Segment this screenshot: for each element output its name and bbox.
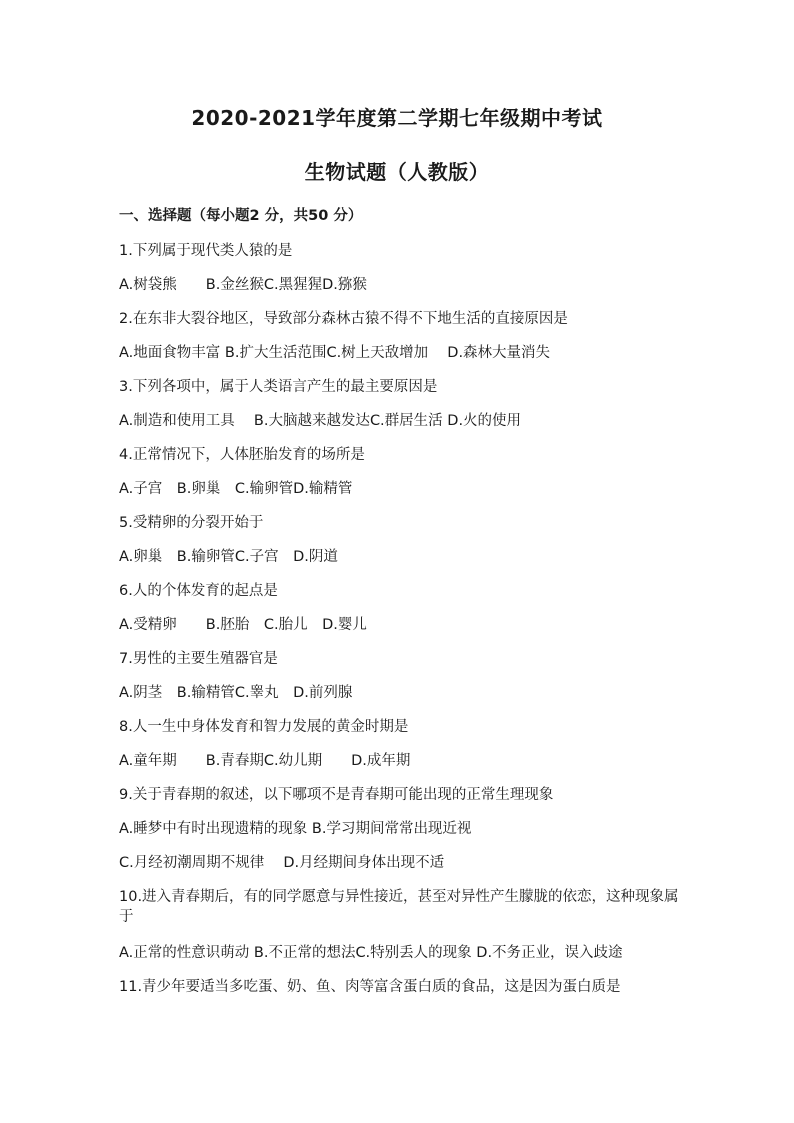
options-6: A.受精卵 B.胚胎 C.胎儿 D.婴儿 xyxy=(119,617,367,633)
exam-title: 2020-2021学年度第二学期七年级期中考试 xyxy=(191,106,603,130)
options-9a: A.睡梦中有时出现遗精的现象 B.学习期间常常出现近视 xyxy=(119,821,472,837)
question-5: 5.受精卵的分裂开始于 xyxy=(119,515,264,531)
exam-subtitle: 生物试题（人教版） xyxy=(304,160,490,184)
options-8: A.童年期 B.青春期C.幼儿期 D.成年期 xyxy=(119,753,411,769)
question-3: 3.下列各项中，属于人类语言产生的最主要原因是 xyxy=(119,379,438,395)
question-9: 9.关于青春期的叙述，以下哪项不是青春期可能出现的正常生理现象 xyxy=(119,787,554,803)
options-9b: C.月经初潮周期不规律 D.月经期间身体出现不适 xyxy=(119,855,445,871)
question-10: 10.进入青春期后，有的同学愿意与异性接近，甚至对异性产生朦胧的依恋，这种现象属于 xyxy=(119,889,679,925)
options-2: A.地面食物丰富 B.扩大生活范围C.树上天敌增加 D.森林大量消失 xyxy=(119,345,551,361)
options-3: A.制造和使用工具 B.大脑越来越发达C.群居生活 D.火的使用 xyxy=(119,413,522,429)
question-4: 4.正常情况下，人体胚胎发育的场所是 xyxy=(119,447,365,463)
options-7: A.阴茎 B.输精管C.睾丸 D.前列腺 xyxy=(119,685,353,701)
options-4: A.子宫 B.卵巢 C.输卵管D.输精管 xyxy=(119,481,353,497)
question-1: 1.下列属于现代类人猿的是 xyxy=(119,243,293,259)
options-5: A.卵巢 B.输卵管C.子宫 D.阴道 xyxy=(119,549,338,565)
question-6: 6.人的个体发育的起点是 xyxy=(119,583,278,599)
question-8: 8.人一生中身体发育和智力发展的黄金时期是 xyxy=(119,719,409,735)
options-1: A.树袋熊 B.金丝猴C.黑猩猩D.猕猴 xyxy=(119,277,367,293)
question-7: 7.男性的主要生殖器官是 xyxy=(119,651,278,667)
options-10: A.正常的性意识萌动 B.不正常的想法C.特别丢人的现象 D.不务正业，误入歧途 xyxy=(119,945,623,961)
question-2: 2.在东非大裂谷地区，导致部分森林古猿不得不下地生活的直接原因是 xyxy=(119,311,568,327)
section-heading: 一、选择题（每小题2 分，共50 分） xyxy=(119,208,363,224)
question-11: 11.青少年要适当多吃蛋、奶、鱼、肉等富含蛋白质的食品，这是因为蛋白质是 xyxy=(119,979,621,995)
